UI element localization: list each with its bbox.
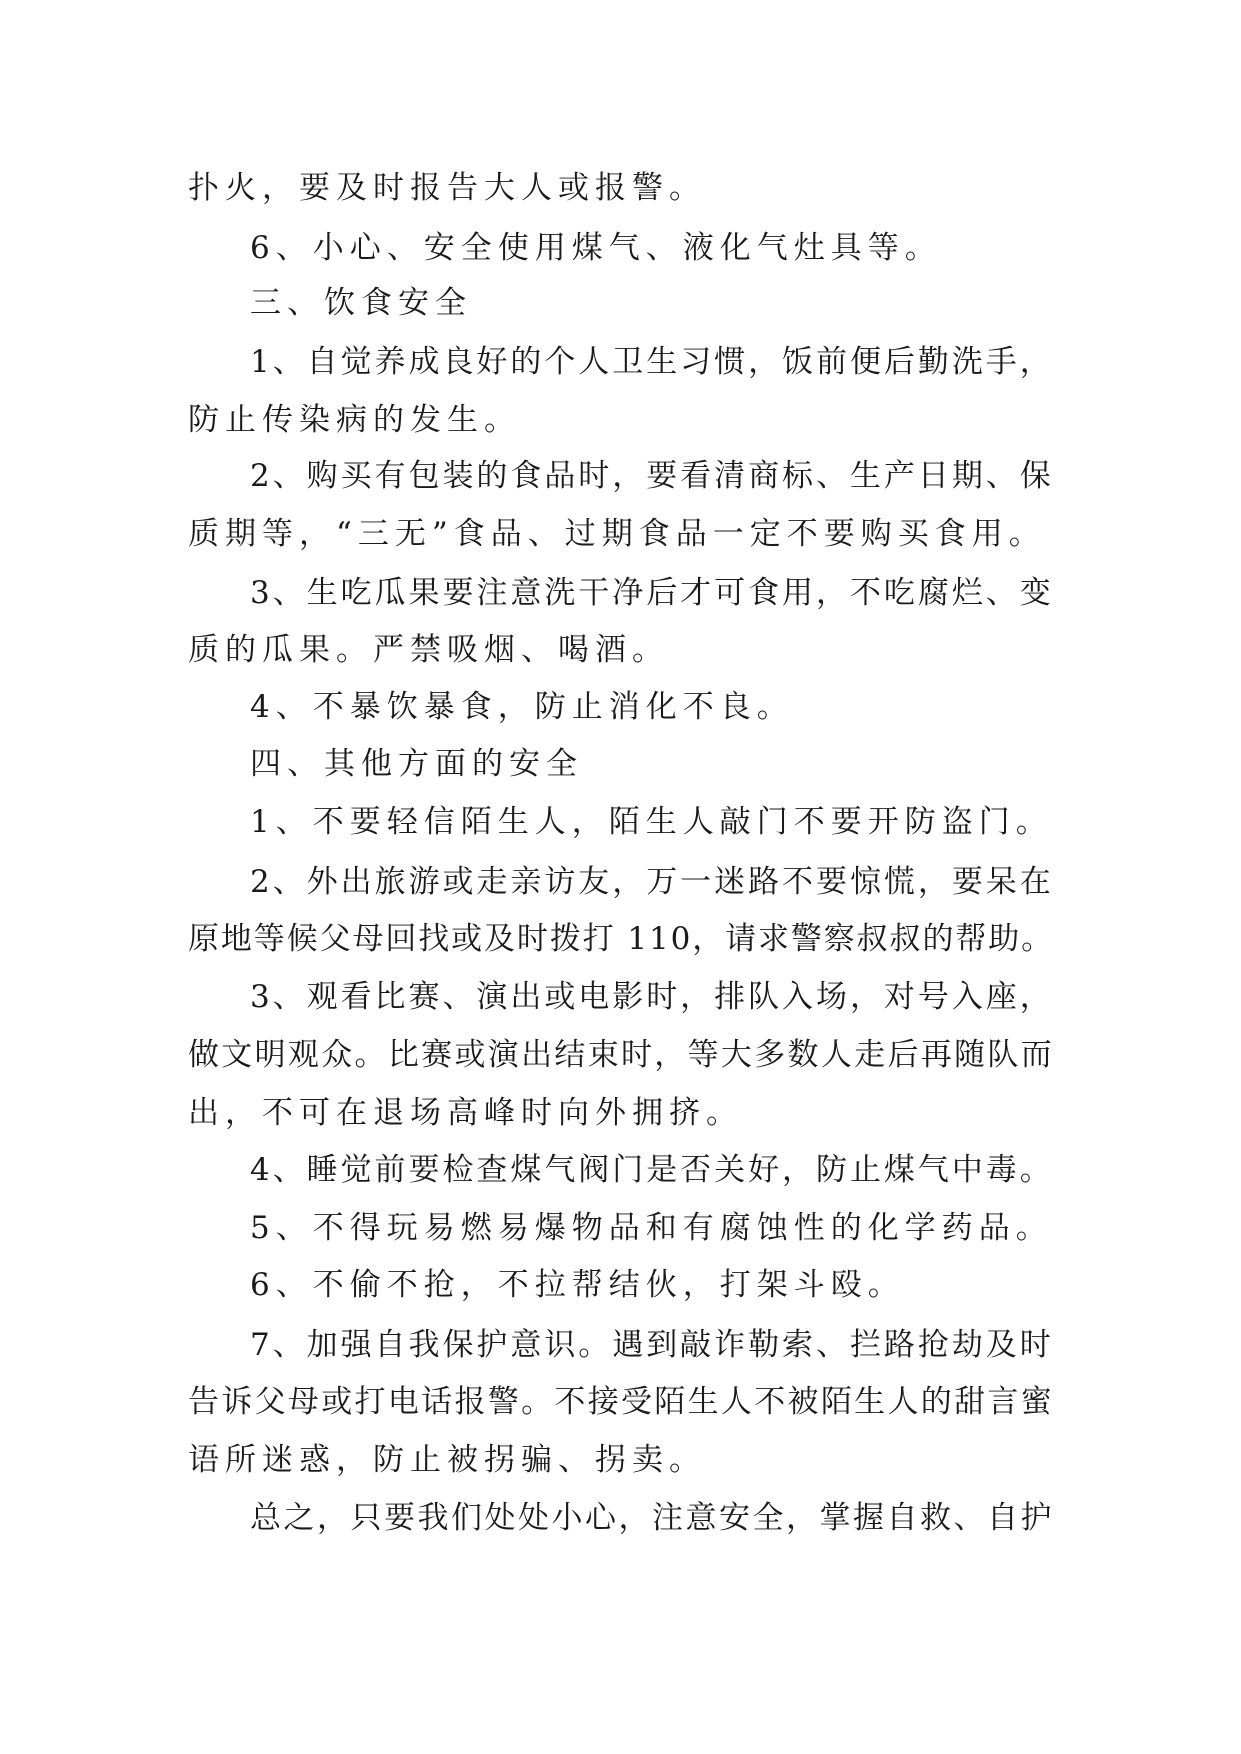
section-heading: 三、饮食安全 [250,285,472,321]
text-line: 5、不得玩易燃易爆物品和有腐蚀性的化学药品。 [250,1210,1053,1246]
text-line: 总之，只要我们处处小心，注意安全，掌握自救、自护 [250,1500,1054,1536]
text-line: 告诉父母或打电话报警。不接受陌生人不被陌生人的甜言蜜 [188,1384,1054,1420]
text-line: 出，不可在退场高峰时向外拥挤。 [188,1095,743,1131]
text-line: 4、不暴饮暴食，防止消化不良。 [250,689,794,725]
text-line: 语所迷惑，防止被拐骗、拐卖。 [188,1442,706,1478]
text-line: 原地等候父母回找或及时拨打 110，请求警察叔叔的帮助。 [188,921,1055,957]
text-line: 防止传染病的发生。 [188,402,521,438]
text-line: 3、生吃瓜果要注意洗干净后才可食用，不吃腐烂、变 [250,575,1054,611]
text-line: 3、观看比赛、演出或电影时，排队入场，对号入座， [250,979,1054,1015]
text-line: 做文明观众。比赛或演出结束时，等大多数人走后再随队而 [188,1037,1054,1073]
text-line: 4、睡觉前要检查煤气阀门是否关好，防止煤气中毒。 [250,1152,1054,1188]
text-line: 2、外出旅游或走亲访友，万一迷路不要惊慌，要呆在 [250,864,1054,900]
text-line: 7、加强自我保护意识。遇到敲诈勒索、拦路抢劫及时 [250,1327,1054,1363]
text-line: 1、自觉养成良好的个人卫生习惯，饭前便后勤洗手， [250,344,1054,380]
text-line: 质的瓜果。严禁吸烟、喝酒。 [188,632,669,668]
text-line: 扑火，要及时报告大人或报警。 [188,170,706,206]
text-line: 1、不要轻信陌生人，陌生人敲门不要开防盗门。 [250,804,1053,840]
section-heading: 四、其他方面的安全 [250,746,583,782]
text-line: 6、不偷不抢，不拉帮结伙，打架斗殴。 [250,1267,905,1303]
text-line: 6、小心、安全使用煤气、液化气灶具等。 [250,230,942,266]
text-line: 质期等，“三无”食品、过期食品一定不要购买食用。 [188,516,1046,552]
text-line: 2、购买有包装的食品时，要看清商标、生产日期、保 [250,458,1054,494]
